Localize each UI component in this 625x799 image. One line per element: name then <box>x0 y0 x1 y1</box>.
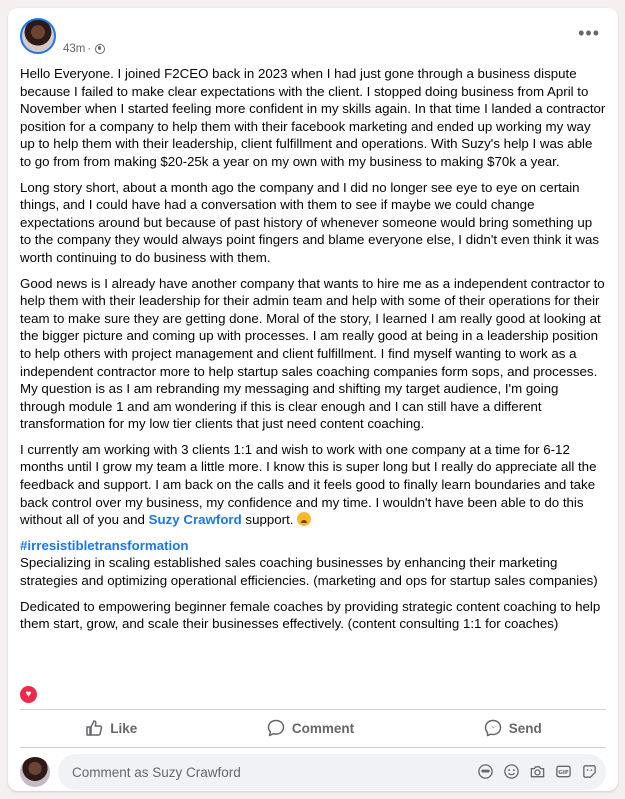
avatar-sticker-icon[interactable] <box>477 763 494 780</box>
post-header <box>20 18 606 62</box>
divider <box>20 747 606 748</box>
send-label: Send <box>508 720 542 736</box>
comment-placeholder: Comment as Suzy Crawford <box>72 764 241 780</box>
post-paragraph: Specializing in scaling established sales coaching businesses by enhancing their marketing strategies and optimizing operational efficiencies. (marketing and ops for startup sales companies) <box>20 555 598 589</box>
author-avatar[interactable] <box>20 18 56 54</box>
post-actions <box>20 710 606 746</box>
svg-text:GIF: GIF <box>558 770 569 777</box>
camera-icon[interactable] <box>529 763 546 780</box>
gif-icon[interactable] <box>555 763 572 780</box>
author-name-redacted[interactable] <box>64 21 144 33</box>
meta-dot: · <box>87 43 92 55</box>
thumbs-up-icon <box>84 718 104 738</box>
comment-label: Comment <box>291 720 355 736</box>
comment-bubble-icon <box>266 718 286 738</box>
sticker-icon[interactable] <box>581 763 598 780</box>
post-meta <box>63 43 105 55</box>
crying-face-emoji-icon <box>297 512 311 526</box>
comment-button[interactable] <box>266 718 354 738</box>
post-paragraph: Long story short, about a month ago the company and I did no longer see eye to eye on certain things, and I could have had a conversation with them to see if maybe we could change expectations around but because of past history of whenever someone would bring something up to the company they would always point fingers and blame everyone else, I didn't even think it was worth continuing to do business with them. <box>20 179 600 265</box>
post-paragraph: Dedicated to empowering beginner female coaches by providing strategic content coaching to help them start, grow, and scale their businesses effectively. (content consulting 1:1 for coaches) <box>20 598 601 632</box>
post-body <box>20 65 606 641</box>
reaction-summary[interactable] <box>20 683 37 705</box>
post-paragraph-end: support. <box>241 512 294 528</box>
mention-link[interactable]: Suzy Crawford <box>148 512 242 528</box>
comment-composer <box>20 754 606 790</box>
like-button[interactable] <box>84 718 137 738</box>
post-card <box>8 8 618 791</box>
more-options-icon[interactable]: ••• <box>578 23 600 43</box>
post-paragraph: Good news is I already have another company that wants to hire me as a independent contractor to help them with their leadership for their admin team and help with some of their operations for their team to make sure they are getting done. Moral of the story, I learned I am really good at looking at the bigger picture and coming up with processes. I am really good at being in a leadership position to help others with project management and client fulfillment. I find myself wanting to work as a independent contractor more to help startup sales coaching companies form sops, and processes. My question is as I am rebranding my messaging and shifting my target audience, I'm going through module 1 and am wondering if this is clear enough and I can still have a different transformation for my low tier clients that just need content coaching. <box>20 275 605 432</box>
audience-icon[interactable] <box>95 44 105 54</box>
messenger-icon <box>483 718 503 738</box>
post-timestamp[interactable]: 43m <box>63 43 86 55</box>
post-paragraph <box>20 441 606 529</box>
comment-input[interactable] <box>58 754 606 790</box>
emoji-icon[interactable] <box>503 763 520 780</box>
hashtag-link[interactable]: #irresistibletransformation <box>20 537 189 553</box>
send-button[interactable] <box>483 718 542 738</box>
like-label: Like <box>110 720 138 736</box>
love-reaction-icon: ♥ <box>20 686 37 703</box>
post-paragraph: Hello Everyone. I joined F2CEO back in 2023 when I had just gone through a business dispute because I failed to make clear expectations with the client. I stopped doing business from April to November when I started feeling more confident in my skills again. In that time I landed a contractor position for a company to help them with their facebook marketing and ended up working my way up to help them with their leadership, client fulfillment and operations. With Suzy's help I was able to go from from making $20-25k a year on my own with my business to making $70k a year. <box>20 66 606 169</box>
post-paragraph-text: I currently am working with 3 clients 1:1 and wish to work with one company at a time for 6-12 months until I grow my team a little more. I know this is super long but I really do appreciate all the feedback and support. I am back on the calls and it feels good to finally learn boundaries and take back control over my business, my confidence and my time. I wouldn't have been able to do this without all of you and <box>20 441 597 528</box>
hashtag-paragraph <box>20 537 606 555</box>
commenter-avatar[interactable] <box>20 757 50 787</box>
comment-tools <box>477 763 598 780</box>
